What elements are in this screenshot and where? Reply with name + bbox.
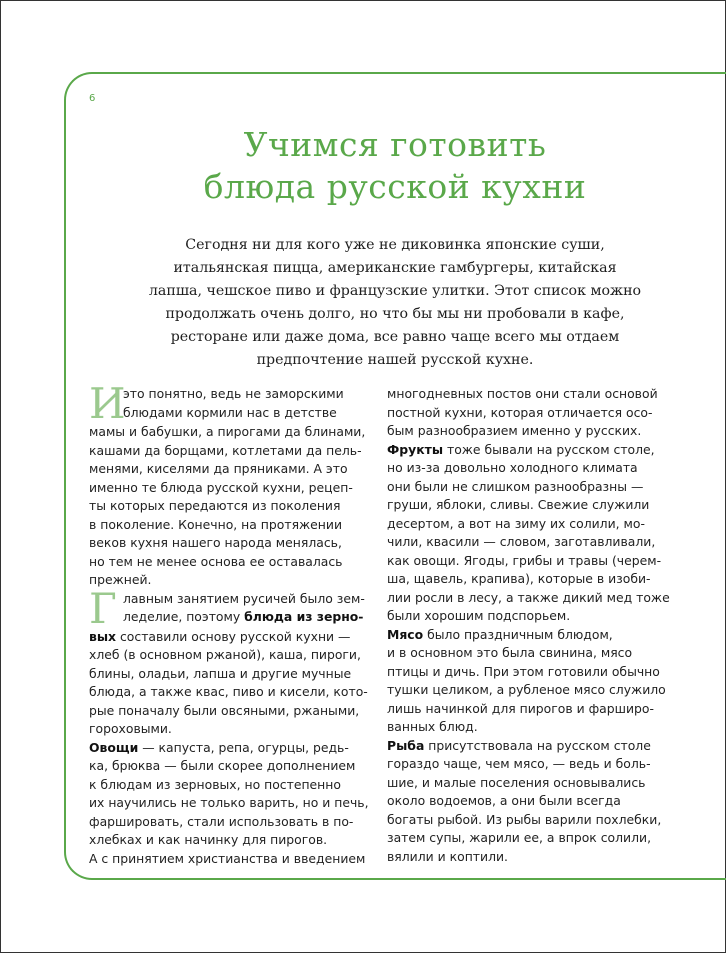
- page-title: [64, 124, 726, 208]
- text-line: постной кухни, которая отличается осо-: [387, 404, 653, 420]
- text-line: в поколение. Конечно, на протяжении: [89, 516, 343, 532]
- text-line: около водоемов, а они были всегда: [387, 793, 621, 808]
- lead-line: Сегодня ни для кого уже не диковинка японские суши,: [185, 237, 605, 253]
- text-line: тушки целиком, а рубленое мясо служило: [387, 682, 666, 697]
- lead-paragraph: [100, 234, 690, 372]
- left-column: [89, 379, 369, 868]
- paragraph-meat: [387, 626, 669, 737]
- paragraph-fasting: [387, 385, 669, 441]
- text-line: ка, брюква — были скорее дополнением: [89, 758, 356, 773]
- lead-line: предпочтение нашей русской кухне.: [256, 352, 534, 368]
- paragraph-fruits: [387, 441, 669, 626]
- paragraph-intro: [89, 379, 367, 590]
- text-line: Мясо было праздничным блюдом,: [387, 626, 613, 642]
- dropcap: Г: [89, 583, 117, 633]
- text-line: именно те блюда русской кухни, рецеп-: [89, 479, 353, 495]
- text-line: Овощи — капуста, репа, огурцы, редь-: [89, 739, 349, 755]
- paragraph-grains: [89, 583, 368, 739]
- lead-line: итальянская пицца, американские гамбургеры, китайская: [173, 260, 617, 276]
- text-line: веков кухня нашего народа менялась,: [89, 535, 342, 550]
- text-line: блюдами кормили нас в детстве: [123, 404, 337, 420]
- text-line: вых составили основу русской кухни —: [89, 628, 351, 644]
- text-line: их научились не только варить, но и печь,: [89, 795, 369, 810]
- term-vegetables: Овощи: [89, 739, 139, 755]
- text-line: гораздо чаще, чем мясо, — ведь и боль-: [387, 756, 651, 771]
- title-line-2: блюда русской кухни: [203, 167, 587, 206]
- text-line: ты которых передаются из поколения: [89, 498, 341, 513]
- text-line: менями, киселями да пряниками. А это: [89, 461, 348, 476]
- text-line: бым разнообразием именно у русских.: [387, 423, 642, 438]
- paragraph-vegetables: [89, 739, 367, 869]
- text-line: чили, квасили — словом, заготавливали,: [387, 534, 656, 549]
- text-line: лии росли в лесу, а также дикий мед тоже: [387, 589, 670, 605]
- text-line: гороховыми.: [89, 721, 172, 736]
- text-line: лишь начинкой для пирогов и фарширо-: [387, 700, 654, 716]
- text-line: шие, и малые поселения основывались: [387, 774, 646, 790]
- text-line: ванных блюд.: [387, 719, 478, 734]
- term-fish: Рыба: [387, 737, 425, 753]
- text-line: фаршировать, стали использовать в по-: [89, 813, 354, 829]
- text-line: кашами да борщами, котлетами да пель-: [89, 442, 362, 458]
- right-column: [387, 385, 669, 866]
- text-line: и в основном это была свинина, мясо: [387, 645, 633, 660]
- lead-line: лапша, чешское пиво и французские улитки. Этот список можно: [148, 283, 642, 299]
- text-line: как овощи. Ягоды, грибы и травы (черем-: [387, 552, 662, 568]
- text-line: затем супы, жарили ее, а впрок солили,: [387, 830, 652, 845]
- text-line: были хорошим подспорьем.: [387, 608, 571, 623]
- page-number: 6: [89, 93, 96, 104]
- text-line: многодневных постов они стали основой: [387, 386, 658, 401]
- text-line: А с принятием христианства и введением: [89, 850, 366, 866]
- text-line: груши, яблоки, сливы. Свежие служили: [387, 497, 650, 512]
- paragraph-fish: [387, 737, 669, 867]
- text-line: прежней.: [89, 572, 152, 587]
- text-line: десертом, а вот на зиму их солили, мо-: [387, 515, 645, 531]
- text-line: лавным занятием русичей было зем-: [123, 590, 365, 606]
- title-line-1: Учимся готовить: [243, 125, 547, 164]
- text-line: блюда, а также квас, пиво и кисели, кото-: [89, 684, 368, 699]
- lead-line: продолжать очень долго, но что бы мы ни пробовали в кафе,: [165, 306, 625, 322]
- text-line: они были не слишком разнообразны —: [387, 478, 644, 494]
- text-line: богаты рыбой. Из рыбы варили похлебки,: [387, 811, 662, 827]
- term-grains: блюда из зерно-: [244, 609, 364, 624]
- text-line: леделие, поэтому блюда из зерно-: [123, 609, 364, 624]
- term-fruits: Фрукты: [387, 441, 444, 457]
- text-line: хлебках и как начинку для пирогов.: [89, 832, 328, 847]
- text-line: но тем не менее основа ее оставалась: [89, 553, 343, 569]
- text-line: мамы и бабушки, а пирогами да блинами,: [89, 424, 366, 439]
- text-line: к блюдам из зерновых, но постепенно: [89, 776, 341, 792]
- text-line: рые поначалу были овсяными, ржаными,: [89, 702, 360, 718]
- term-grains-cont: вых: [89, 628, 117, 644]
- text-line: ша, щавель, крапива), которые в изоби-: [387, 571, 651, 586]
- term-meat: Мясо: [387, 626, 424, 642]
- text-line: но из-за довольно холодного климата: [387, 460, 638, 475]
- dropcap: И: [89, 379, 126, 428]
- text-line: вялили и коптили.: [387, 848, 508, 864]
- text-line: Фрукты тоже бывали на русском столе,: [387, 441, 655, 457]
- text-line: Рыба присутствовала на русском столе: [387, 737, 651, 753]
- text-line: хлеб (в основном ржаной), каша, пироги,: [89, 647, 361, 662]
- lead-line: ресторане или даже дома, все равно чаще всего мы отдаем: [170, 329, 620, 345]
- text-line: блины, оладьи, лапша и другие мучные: [89, 665, 352, 681]
- text-line: птицы и дичь. При этом готовили обычно: [387, 663, 660, 679]
- text-line: это понятно, ведь не заморскими: [123, 386, 344, 401]
